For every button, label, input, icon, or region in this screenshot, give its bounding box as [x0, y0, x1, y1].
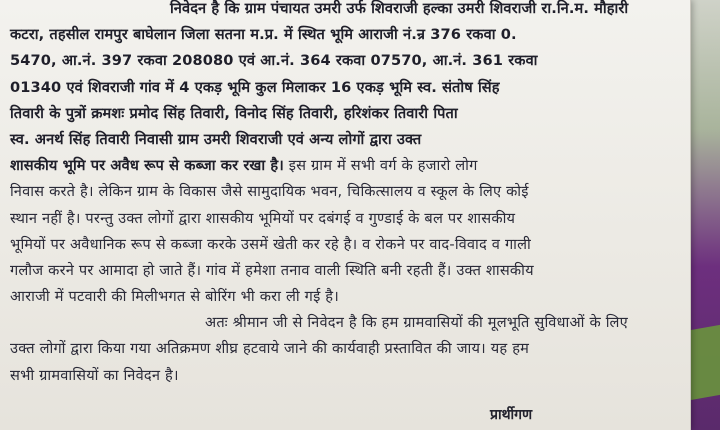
letter-body — [10, 0, 680, 389]
text-line-1: निवेदन है कि ग्राम पंचायत उमरी उर्फ शिवराजी हल्का उमरी शिवराजी रा.नि.म. मौहारी — [170, 0, 629, 17]
text-line-7 — [10, 153, 680, 179]
text-line-13: अतः श्रीमान जी से निवेदन है कि हम ग्रामवासियों की मूलभूति सुविधाओं के लिए — [205, 314, 628, 332]
text-line-6: स्व. अनर्थ सिंह तिवारी निवासी ग्राम उमरी शिवराजी एवं अन्य लोगों द्वारा उक्त — [10, 130, 422, 148]
text-line-9: स्थान नहीं है। परन्तु उक्त लोगों द्वारा शासकीय भूमियों पर दबंगई व गुण्डाई के बल पर शासकीय — [10, 209, 516, 227]
text-line-4: 01340 एवं शिवराजी गांव में 4 एकड़ भूमि कुल मिलाकर 16 एकड़ भूमि स्व. संतोष सिंह — [10, 78, 500, 96]
text-line-10: भूमियों पर अवैधानिक रूप से कब्जा करके उसमें खेती कर रहे है। व रोकने पर वाद-विवाद व गाली — [10, 235, 532, 253]
text-line-11: गलौज करने पर आमादा हो जाते हैं। गांव में हमेशा तनाव वाली स्थिति बनी रहती हैं। उक्त शासकीय — [10, 261, 534, 279]
signature-label: प्रार्थीगण — [490, 407, 533, 423]
text-line-8: निवास करते है। लेकिन ग्राम के विकास जैसे सामुदायिक भवन, चिकित्सालय व स्कूल के लिए कोई — [10, 183, 529, 201]
text-line-7-printed: शासकीय भूमि पर अवैध रूप से कब्जा कर रखा है। — [10, 157, 284, 175]
text-line-5: तिवारी के पुत्रों क्रमशः प्रमोद सिंह तिवारी, विनोद सिंह तिवारी, हरिशंकर तिवारी पिता — [10, 104, 458, 122]
text-line-7-handwritten: इस ग्राम में सभी वर्ग के हजारो लोग — [283, 157, 478, 175]
text-line-3: 5470, आ.नं. 397 रकवा 208080 एवं आ.नं. 364 रकवा 07570, आ.नं. 361 रकवा — [10, 52, 538, 70]
text-line-14: उक्त लोगों द्वारा किया गया अतिक्रमण शीघ्र हटवाये जाने की कार्यवाही प्रस्तावित की जाय। यह हम — [10, 340, 530, 358]
text-line-2: कटरा, तहसील रामपुर बाघेलान जिला सतना म.प्र. में स्थित भूमि आराजी नं.न्र 376 रकवा 0. — [10, 26, 517, 44]
text-line-15: सभी ग्रामवासियों का निवेदन है। — [10, 366, 179, 384]
text-line-12: आराजी में पटवारी की मिलीभगत से बोरिंग भी करा ली गई है। — [10, 288, 339, 306]
